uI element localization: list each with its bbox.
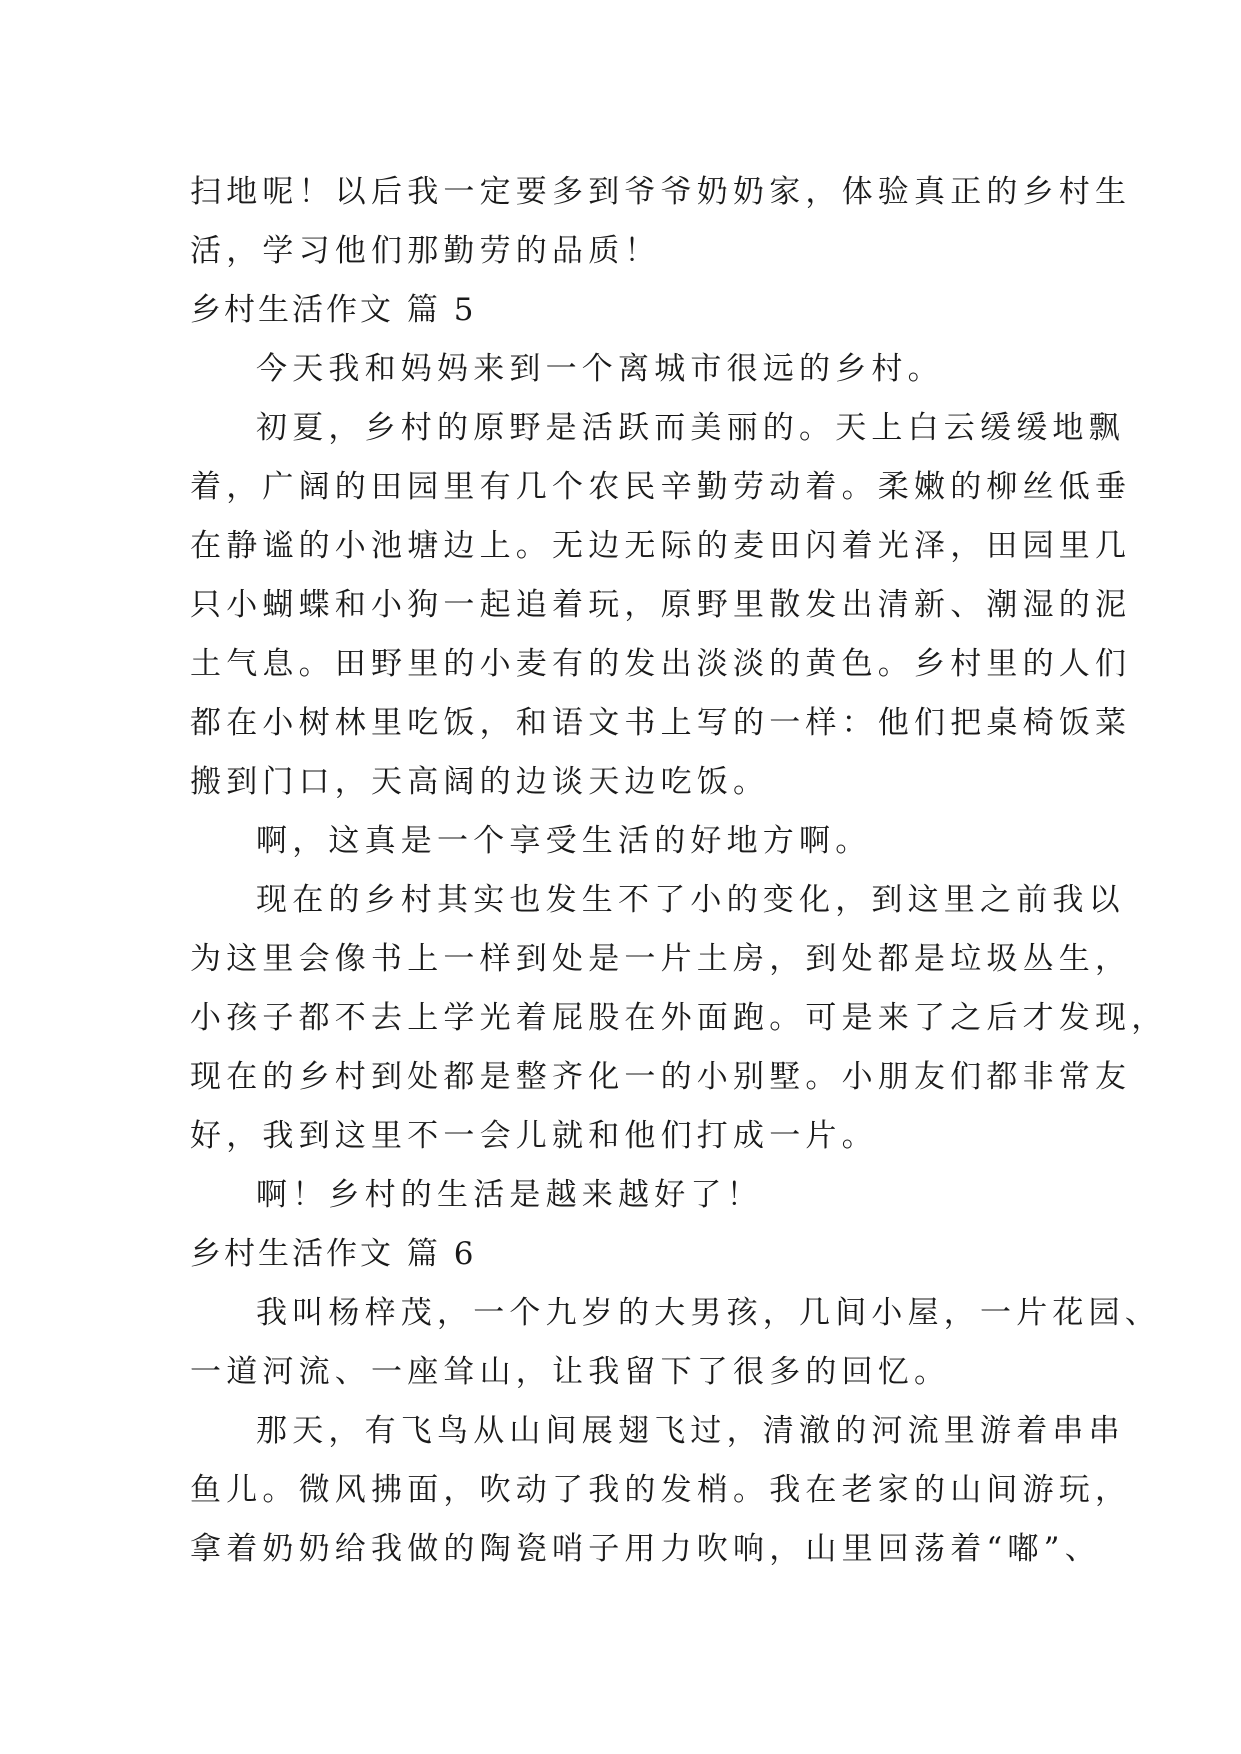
text-line: 小孩子都不去上学光着屁股在外面跑。可是来了之后才发现，: [190, 1000, 1168, 1036]
text-line: 在静谧的小池塘边上。无边无际的麦田闪着光泽，田园里几: [190, 528, 1132, 564]
text-line: 啊！乡村的生活是越来越好了！: [256, 1177, 763, 1213]
text-line: 只小蝴蝶和小狗一起追着玩，原野里散发出清新、潮湿的泥: [190, 587, 1132, 623]
document-body: [190, 163, 1168, 1579]
text-line: 搬到门口，天高阔的边谈天边吃饭。: [190, 764, 770, 800]
text-line: 啊，这真是一个享受生活的好地方啊。: [256, 823, 872, 859]
text-line: 着，广阔的田园里有几个农民辛勤劳动着。柔嫩的柳丝低垂: [190, 469, 1132, 505]
text-line: 好，我到这里不一会儿就和他们打成一片。: [190, 1118, 878, 1154]
text-line: 为这里会像书上一样到处是一片土房，到处都是垃圾丛生，: [190, 941, 1132, 977]
text-line: 今天我和妈妈来到一个离城市很远的乡村。: [256, 351, 944, 387]
text-line: 拿着奶奶给我做的陶瓷哨子用力吹响，山里回荡着“嘟”、: [190, 1531, 1101, 1567]
text-line: 土气息。田野里的小麦有的发出淡淡的黄色。乡村里的人们: [190, 646, 1132, 682]
text-line: 那天，有飞鸟从山间展翅飞过，清澈的河流里游着串串: [256, 1413, 1125, 1449]
section-heading: 乡村生活作文 篇 6: [190, 1236, 477, 1272]
text-line: 扫地呢！以后我一定要多到爷爷奶奶家，体验真正的乡村生: [190, 174, 1132, 210]
text-line: 鱼儿。微风拂面，吹动了我的发梢。我在老家的山间游玩，: [190, 1472, 1132, 1508]
text-line: 都在小树林里吃饭，和语文书上写的一样：他们把桌椅饭菜: [190, 705, 1132, 741]
section-heading: 乡村生活作文 篇 5: [190, 292, 477, 328]
text-line: 我叫杨梓茂，一个九岁的大男孩，几间小屋，一片花园、: [256, 1295, 1161, 1331]
text-line: 现在的乡村到处都是整齐化一的小别墅。小朋友们都非常友: [190, 1059, 1132, 1095]
text-line: 活，学习他们那勤劳的品质！: [190, 233, 661, 269]
text-line: 初夏，乡村的原野是活跃而美丽的。天上白云缓缓地飘: [256, 410, 1125, 446]
text-line: 一道河流、一座耸山，让我留下了很多的回忆。: [190, 1354, 951, 1390]
text-line: 现在的乡村其实也发生不了小的变化，到这里之前我以: [256, 882, 1125, 918]
